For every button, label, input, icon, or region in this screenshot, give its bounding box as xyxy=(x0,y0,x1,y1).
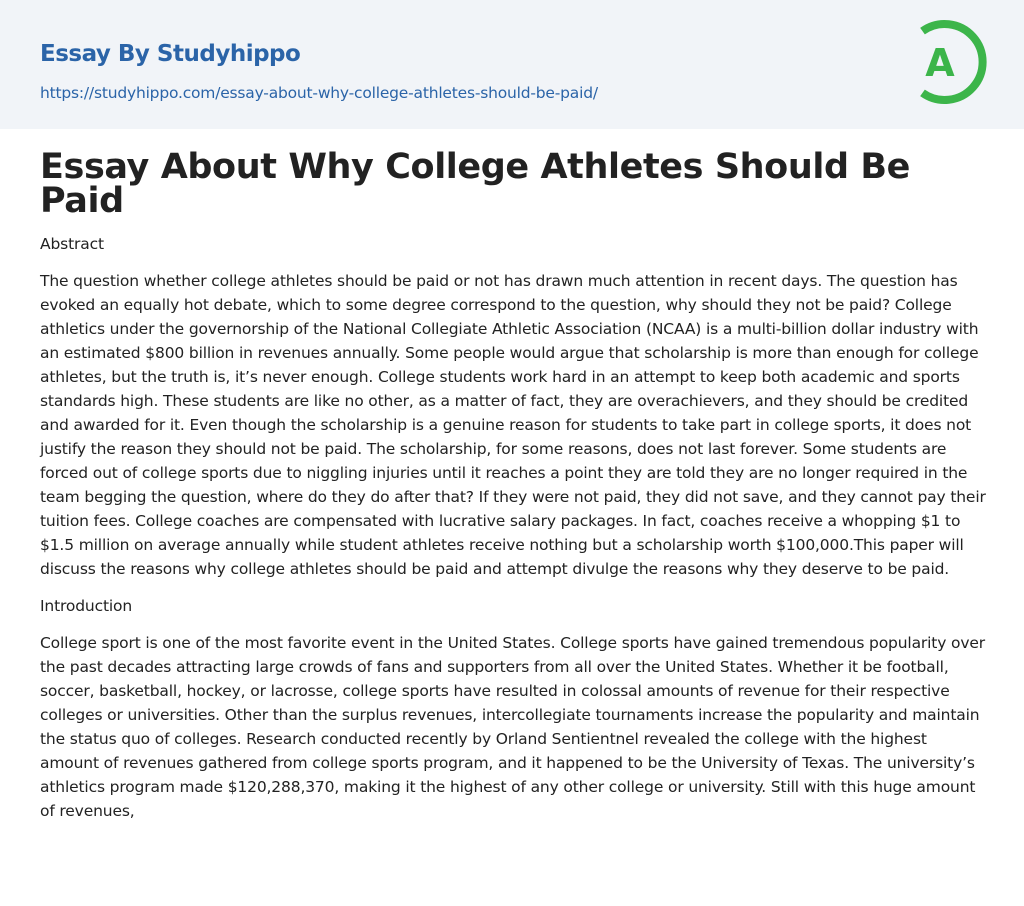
essay-body xyxy=(40,232,988,836)
abstract-heading: Abstract xyxy=(40,235,104,253)
source-url-link[interactable]: https://studyhippo.com/essay-about-why-college-athletes-should-be-paid/ xyxy=(40,84,598,102)
introduction-paragraph: College sport is one of the most favorite event in the United States. College sports have gained tremendous popularity over the past decades attracting large crowds of fans and supporters from all over the United States. Whether it be football, soccer, basketball, hockey, or lacrosse, college sports have resulted in colossal amounts of revenue for their respective colleges or universities. Other than the surplus revenues, intercollegiate tournaments increase the popularity and maintain the status quo of colleges. Research conducted recently by Orland Sentientnel revealed the college with the highest amount of revenues gathered from college sports program, and it happened to be the University of Texas. The university’s athletics program made $120,288,370, making it the highest of any other college or university. Still with this huge amount of revenues, xyxy=(40,634,985,820)
site-header xyxy=(0,0,1024,129)
brand-title[interactable]: Essay By Studyhippo xyxy=(40,41,301,67)
abstract-paragraph: The question whether college athletes should be paid or not has drawn much attention in recent days. The question has evoked an equally hot debate, which to some degree correspond to the question, why should they not be paid? College athletics under the governorship of the National Collegiate Athletic Association (NCAA) is a multi-billion dollar industry with an estimated $800 billion in revenues annually. Some people would argue that scholarship is more than enough for college athletes, but the truth is, it’s never enough. College students work hard in an attempt to keep both academic and sports standards high. These students are like no other, as a matter of fact, they are overachievers, and they should be credited and awarded for it. Even though the scholarship is a genuine reason for students to take part in college sports, it does not justify the reason they should not be paid. The scholarship, for some reasons, does not last forever. Some students are forced out of college sports due to niggling injuries until it reaches a point they are told they are no longer required in the team begging the question, where do they do after that? If they were not paid, they did not save, and they cannot pay their tuition fees. College coaches are compensated with lucrative salary packages. In fact, coaches receive a whopping $1 to $1.5 million on average annually while student athletes receive nothing but a scholarship worth $100,000.This paper will discuss the reasons why college athletes should be paid and attempt divulge the reasons why they deserve to be paid. xyxy=(40,272,986,578)
logo-letter: A xyxy=(925,41,955,85)
page-title: Essay About Why College Athletes Should Be Paid xyxy=(40,147,910,221)
studyhippo-logo-icon[interactable] xyxy=(904,18,988,106)
introduction-heading: Introduction xyxy=(40,597,133,615)
